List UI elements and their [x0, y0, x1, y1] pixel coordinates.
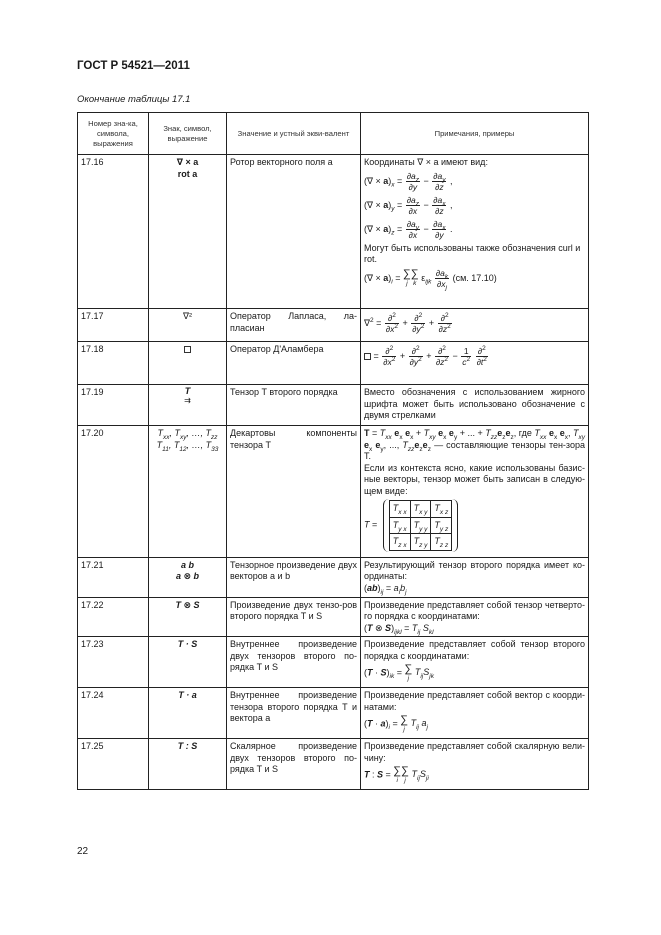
table-header-row [78, 113, 589, 155]
dyad-symbol: a b [180, 559, 194, 570]
row-meaning: Оператор Лапласа, ла-пласиан [227, 309, 361, 342]
row-symbol [149, 342, 227, 385]
row-number: 17.20 [78, 426, 149, 558]
note-alt: Могут быть использованы также обозначения curl и rot. [364, 242, 581, 264]
rot-symbol: rot a [177, 168, 198, 179]
dalembert-box-icon [364, 353, 371, 360]
tensor-product-symbol: a ⊗ b [175, 571, 200, 581]
row-number: 17.18 [78, 342, 149, 385]
formula-curl-z: (∇ × $a)_z$ = $\frac{\partial a_y}{\partial x}$ − $\frac{\partial a_x}{\partial y}$ . [364, 218, 453, 240]
dalembert-box-icon [184, 346, 191, 353]
row-notes [361, 309, 589, 342]
table-row [78, 155, 589, 309]
col-header-notes: Примечания, примеры [361, 113, 589, 155]
row-number: 17.25 [78, 739, 149, 790]
row-meaning: Внутреннее произведение двух тензоров второго по-рядка T и S [227, 637, 361, 688]
row-number: 17.23 [78, 637, 149, 688]
components-list: $T_{xx}$, $T_{xy}$, …, $T_{zz}$ [157, 428, 218, 441]
row-notes: Произведение представляет собой тензор второго порядка с координатами: $(T \cdot S)_{ik}$ = ∑ j $T_{ij}S_{jk}$ [361, 637, 589, 688]
row-notes: Вместо обозначения с использованием жирного шрифта может быть использовано обозначение с двумя стрелками [361, 385, 589, 426]
formula-tensor-product: (T ⊗ $S)_{ijkl} = T_{ij}$ $S_{kl}$ [364, 622, 434, 636]
table-row [78, 739, 589, 790]
table-row [78, 342, 589, 385]
row-number: 17.17 [78, 309, 149, 342]
col-header-symbol: Знак, символ, выражение [149, 113, 227, 155]
formula-laplacian: ∇$^2$ = $\frac{\partial^2}{\partial x^2}$ + $\frac{\partial^2}{\partial y^2}$ + $\frac{\partial^2}{\partial z^2}$ [364, 312, 451, 334]
formula-dyad: $(ab)_{ij} = a_ib_j$ [364, 582, 407, 596]
row-symbol: T ⊗ S [149, 597, 227, 637]
row-meaning: Произведение двух тензо-ров второго порядка T и S [227, 597, 361, 637]
row-symbol: T : S [149, 739, 227, 790]
col-header-meaning: Значение и устный экви-валент [227, 113, 361, 155]
row-meaning: Оператор Д'Аламбера [227, 342, 361, 385]
page-number: 22 [77, 846, 89, 857]
note-intro: Координаты ∇ × a имеют вид: [364, 157, 488, 167]
formula-dalembertian: = $\frac{\partial^2}{\partial x^2}$ + $\frac{\partial^2}{\partial y^2}$ + $\frac{\partial^2}{\partial z^2}$ − $\frac{1}{c^2}$ $\frac{\partial^2}{\partial t^2}$ [364, 346, 585, 367]
row-number: 17.24 [78, 688, 149, 739]
document-title: ГОСТ Р 54521—2011 [77, 60, 190, 72]
formula-inner-ta: $(T \cdot a)_i$ = ∑ j $T_{ij}$ $a_j$ [364, 714, 428, 733]
row-number: 17.22 [78, 597, 149, 637]
row-symbol [149, 557, 227, 597]
formula-curl-y: (∇ × $a)_y$ = $\frac{\partial a_z}{\partial x}$ − $\frac{\partial a_x}{\partial z}$ , [364, 194, 453, 216]
row-notes: Произведение представляет собой вектор с коорди-натами: $(T \cdot a)_i$ = ∑ j $T_{ij}$ $a_j$ [361, 688, 589, 739]
row-meaning: Декартовы компоненты тензора T [227, 426, 361, 558]
components-list-numeric: $T_{11}$, $T_{12}$, …, $T_{33}$ [156, 439, 219, 453]
table-row [78, 688, 589, 739]
row-meaning: Ротор векторного поля a [227, 155, 361, 309]
tensor-expansion: $T = T_{xx}$ $e_x$ $e_x + T_{xy}$ $e_x$ $e_y$ + ... + $T_{zz}e_ze_z$, где $T_{xx}$ $e_x$ $e_x$, $T_{xy}$ $e_x$ $e_y$, ..., $T_{zz}e_ze_z$ — составляющие тензоры тен-зора T. [364, 428, 585, 461]
formula-curl-x: (∇ × $a)_x$ = $\frac{\partial a_z}{\partial y}$ − $\frac{\partial a_y}{\partial z}$ , [364, 170, 453, 192]
row-notes: Произведение представляет собой тензор четверто-го порядка с координатами: (T ⊗ $S)_{ijkl} = T_{ij}$ $S_{kl}$ [361, 597, 589, 637]
row-number: 17.19 [78, 385, 149, 426]
table-row [78, 385, 589, 426]
row-symbol [149, 385, 227, 426]
table-caption: Окончание таблицы 17.1 [77, 94, 191, 105]
row-symbol [149, 155, 227, 309]
row-notes [361, 426, 589, 558]
row-symbol: T · a [149, 688, 227, 739]
row-notes: Произведение представляет собой скалярную вели-чину: T : S = ∑ i ∑ j $T_{ij}S_{ji}$ [361, 739, 589, 790]
row-number: 17.21 [78, 557, 149, 597]
note-basis: Если из контекста ясно, какие использованы базис-ные векторы, тензор может быть записан в следую-щем виде: [364, 462, 585, 496]
row-number: 17.16 [78, 155, 149, 309]
tensor-matrix: T = $T_{x x}$ $T_{x y}$ $T_{x z}$ $T_{y x}$ $T_{y y}$ $T_{y z}$ $T_{z x}$ $T_{z y}$ $T_{z z}$ [364, 499, 585, 552]
formula-curl-index: (∇ × $a)_i$ = ∑ j ∑ k $\varepsilon_{ijk}$ $\frac{\partial a_k}{\partial x_j}$ (см. 17.10) [364, 267, 497, 292]
table-row [78, 637, 589, 688]
row-symbol [149, 426, 227, 558]
tensor-symbol: T [184, 386, 191, 396]
table-row [78, 309, 589, 342]
col-header-number: Номер зна-ка, символа, выражения [78, 113, 149, 155]
row-notes [361, 342, 589, 385]
row-meaning: Тензор T второго порядка [227, 385, 361, 426]
formula-scalar-product: T : S = ∑ i ∑ j $T_{ij}S_{ji}$ [364, 765, 429, 784]
double-arrow-icon: ⇉ [184, 396, 191, 405]
row-meaning: Тензорное произведение двух векторов a и b [227, 557, 361, 597]
note-ref: (см. 17.10) [452, 272, 497, 283]
row-symbol: T · S [149, 637, 227, 688]
row-notes: Результирующий тензор второго порядка имеет ко-ординаты: $(ab)_{ij} = a_ib_j$ [361, 557, 589, 597]
table-row [78, 426, 589, 558]
table-row [78, 597, 589, 637]
row-meaning: Внутреннее произведение тензора второго порядка T и вектора a [227, 688, 361, 739]
row-notes [361, 155, 589, 309]
row-symbol: ∇² [149, 309, 227, 342]
symbols-table [77, 112, 589, 790]
formula-inner-tt: $(T \cdot S)_{ik}$ = ∑ j $T_{ij}S_{jk}$ [364, 663, 434, 682]
table-row [78, 557, 589, 597]
row-meaning: Скалярное произведение двух тензоров второго по-рядка T и S [227, 739, 361, 790]
curl-symbol: ∇ × a [176, 157, 199, 167]
